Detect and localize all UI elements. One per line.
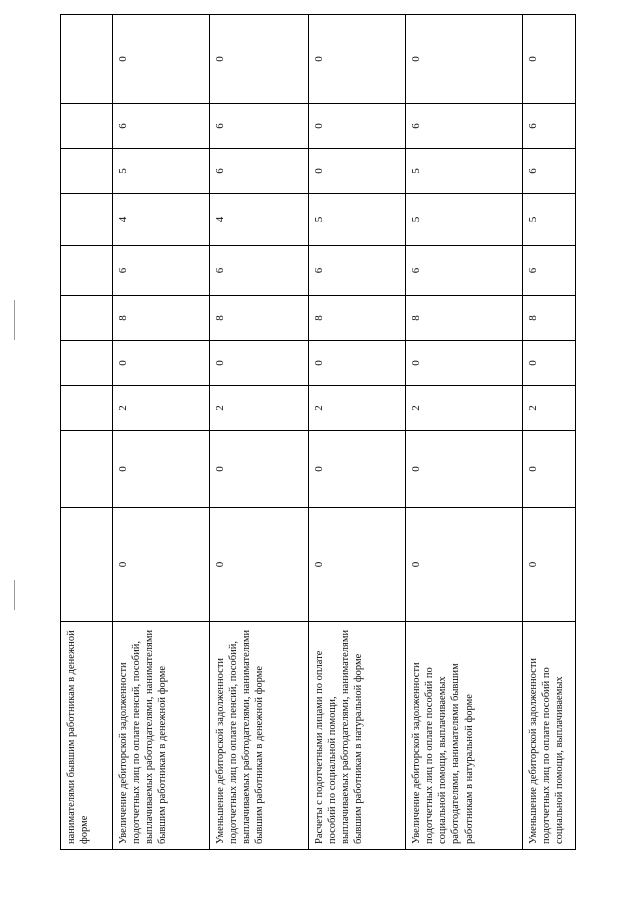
table-row (523, 15, 576, 850)
cell-value: 5 (113, 149, 210, 194)
cell-value: 8 (523, 296, 576, 341)
cell-value: 0 (210, 15, 309, 104)
cell-value: 8 (406, 296, 523, 341)
row-description: Увеличение дебиторской задолженности подотчетных лиц по оплате пособий по социальной помощи, выплачиваемых работодателями, нанимателями бывшим работникам в натуральной форме (406, 622, 523, 850)
scan-margin-mark (14, 580, 15, 610)
row-description: Уменьшение дебиторской задолженности подотчетных лиц по оплате пособий по социальной помощи, выплачиваемых (523, 622, 576, 850)
cell-value: 5 (523, 194, 576, 246)
cell-value: 6 (406, 246, 523, 296)
cell-value (61, 149, 113, 194)
cell-value: 6 (523, 246, 576, 296)
cell-value: 0 (309, 104, 406, 149)
accounts-table (60, 14, 576, 850)
cell-value: 6 (210, 246, 309, 296)
cell-value: 2 (523, 386, 576, 431)
cell-value: 0 (113, 341, 210, 386)
cell-value: 6 (113, 104, 210, 149)
cell-value: 0 (406, 341, 523, 386)
cell-value (61, 104, 113, 149)
table-row (210, 15, 309, 850)
cell-value: 2 (309, 386, 406, 431)
cell-value: 8 (210, 296, 309, 341)
table-row (309, 15, 406, 850)
row-description: нанимателями бывшим работникам в денежной форме (61, 622, 113, 850)
cell-value: 0 (210, 341, 309, 386)
cell-value: 0 (406, 431, 523, 508)
cell-value: 0 (309, 15, 406, 104)
cell-value: 6 (113, 246, 210, 296)
cell-value: 8 (309, 296, 406, 341)
rotated-table-container (60, 56, 575, 850)
cell-value: 0 (210, 431, 309, 508)
scan-margin-mark (14, 300, 15, 340)
cell-value: 5 (406, 149, 523, 194)
cell-value: 0 (523, 341, 576, 386)
cell-value: 0 (309, 431, 406, 508)
cell-value (61, 341, 113, 386)
cell-value: 2 (210, 386, 309, 431)
cell-value: 4 (210, 194, 309, 246)
row-description: Уменьшение дебиторской задолженности подотчетных лиц по оплате пенсий, пособий, выплачиваемых работодателями, нанимателями бывшим работникам в денежной форме (210, 622, 309, 850)
row-description: Увеличение дебиторской задолженности подотчетных лиц по оплате пенсий, пособий, выплачиваемых работодателями, нанимателями бывшим работникам в денежной форме (113, 622, 210, 850)
cell-value: 0 (406, 508, 523, 622)
cell-value: 0 (523, 508, 576, 622)
cell-value (61, 246, 113, 296)
cell-value: 6 (210, 104, 309, 149)
cell-value (61, 508, 113, 622)
cell-value (61, 15, 113, 104)
cell-value: 0 (309, 508, 406, 622)
cell-value: 8 (113, 296, 210, 341)
cell-value: 6 (523, 104, 576, 149)
cell-value: 0 (406, 15, 523, 104)
cell-value: 0 (113, 431, 210, 508)
cell-value: 0 (210, 508, 309, 622)
table-row (113, 15, 210, 850)
cell-value: 4 (113, 194, 210, 246)
cell-value: 0 (113, 508, 210, 622)
table-row (406, 15, 523, 850)
cell-value: 0 (309, 341, 406, 386)
cell-value (61, 386, 113, 431)
cell-value: 6 (406, 104, 523, 149)
cell-value: 0 (523, 431, 576, 508)
cell-value: 0 (113, 15, 210, 104)
cell-value: 0 (309, 149, 406, 194)
cell-value (61, 431, 113, 508)
row-description: Расчеты с подотчетными лицами по оплате пособий по социальной помощи, выплачиваемых работодателями, нанимателями бывшим работникам в натуральной форме (309, 622, 406, 850)
cell-value: 2 (113, 386, 210, 431)
cell-value: 6 (309, 246, 406, 296)
cell-value: 0 (523, 15, 576, 104)
cell-value (61, 296, 113, 341)
cell-value: 6 (523, 149, 576, 194)
cell-value (61, 194, 113, 246)
cell-value: 5 (406, 194, 523, 246)
table-row (61, 15, 113, 850)
cell-value: 2 (406, 386, 523, 431)
cell-value: 5 (309, 194, 406, 246)
cell-value: 6 (210, 149, 309, 194)
